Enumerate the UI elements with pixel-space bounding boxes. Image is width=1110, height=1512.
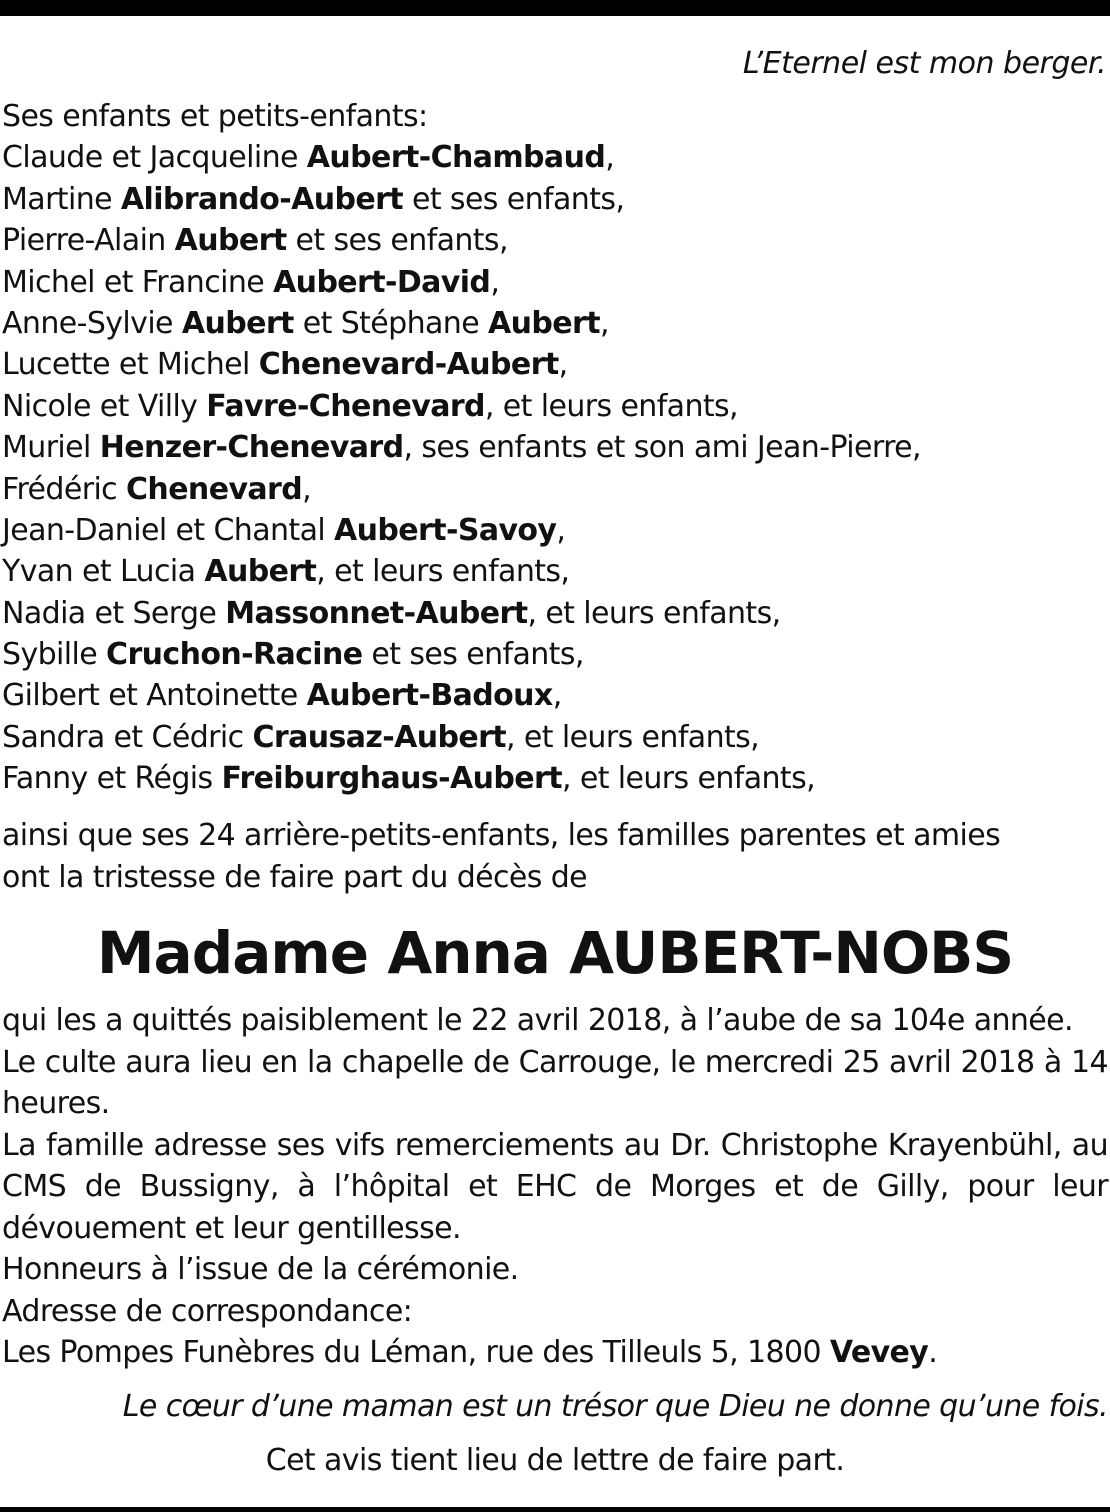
family-line <box>2 303 1108 344</box>
given-names: Muriel <box>2 430 100 466</box>
line-suffix: , et leurs enfants, <box>316 554 570 590</box>
family-surname: Aubert-Chambaud <box>306 140 606 176</box>
given-names: Sybille <box>2 637 107 673</box>
family-surname: Alibrando-Aubert <box>120 181 404 217</box>
given-names: Fanny et Régis <box>2 761 222 797</box>
family-surname: Crausaz-Aubert <box>252 719 507 755</box>
bottom-border-rule <box>0 1507 1110 1512</box>
given-names: Michel et Francine <box>2 264 274 300</box>
family-surname: Aubert <box>181 305 294 341</box>
family-intro-line: Ses enfants et petits-enfants: <box>2 99 428 134</box>
given-names: Anne-Sylvie <box>2 305 182 341</box>
line-suffix: , <box>599 305 609 341</box>
footer-note: Cet avis tient lieu de lettre de faire part. <box>265 1443 845 1478</box>
line-suffix: , ses enfants et son ami Jean-Pierre, <box>403 430 921 466</box>
line-suffix: , et leurs enfants, <box>484 388 738 424</box>
line-suffix: , <box>605 140 615 176</box>
line-suffix: , <box>556 512 566 548</box>
address-street: Les Pompes Funèbres du Léman, rue des Tilleuls 5, 1800 <box>2 1335 830 1370</box>
opening-verse: L’Eternel est mon berger. <box>742 46 1106 81</box>
notice-body <box>2 1000 1108 1374</box>
closing-quote: Le cœur d’une maman est un trésor que Dieu ne donne qu’une fois. <box>122 1389 1108 1424</box>
given-names: Lucette et Michel <box>2 347 259 383</box>
line-suffix: et ses enfants, <box>403 181 625 217</box>
thanks-paragraph: La famille adresse ses vifs remerciements au Dr. Christophe Krayenbühl, au CMS de Bussigny, à l’hôpital et EHC de Morges et de Gilly, pour leur dévouement et leur gentillesse. <box>2 1127 1108 1246</box>
given-names: Sandra et Cédric <box>2 719 253 755</box>
given-names: Claude et Jacqueline <box>2 140 307 176</box>
family-surname: Chenevard-Aubert <box>258 347 559 383</box>
given-names: Gilbert et Antoinette <box>2 678 307 714</box>
given-names: Pierre-Alain <box>2 223 175 259</box>
family-line <box>2 758 1108 799</box>
family-line <box>2 262 1108 303</box>
family-line <box>2 593 1108 634</box>
family-line <box>2 675 1108 716</box>
family-list <box>2 96 1108 800</box>
family-line <box>2 220 1108 261</box>
announcement-intro-line: ainsi que ses 24 arrière-petits-enfants, les familles parentes et amies <box>2 818 1001 853</box>
family-line <box>2 469 1108 510</box>
address-suffix: . <box>928 1335 938 1370</box>
address-city: Vevey <box>829 1335 929 1370</box>
line-suffix: , <box>552 678 562 714</box>
family-line <box>2 386 1108 427</box>
family-line <box>2 427 1108 468</box>
line-suffix: , et leurs enfants, <box>506 719 760 755</box>
address-label: Adresse de correspondance: <box>2 1293 413 1329</box>
family-surname: Aubert <box>174 223 287 259</box>
deceased-name: Madame Anna AUBERT-NOBS <box>96 919 1014 987</box>
honours-paragraph: Honneurs à l’issue de la cérémonie. <box>2 1252 519 1287</box>
family-surname: Aubert-David <box>273 264 491 300</box>
line-suffix: et ses enfants, <box>286 223 508 259</box>
line-suffix: , <box>558 347 568 383</box>
top-border-rule <box>0 0 1110 16</box>
given-names: Jean-Daniel et Chantal <box>2 512 335 548</box>
line-suffix: et ses enfants, <box>362 637 584 673</box>
line-suffix: , <box>302 471 312 507</box>
given-names: Frédéric <box>2 471 127 507</box>
family-surname-second: Aubert <box>488 305 600 341</box>
announcement-intro <box>2 815 1000 899</box>
family-line <box>2 510 1108 551</box>
family-line <box>2 137 1108 178</box>
family-line <box>2 717 1108 758</box>
family-surname: Aubert <box>204 554 317 590</box>
family-surname: Aubert-Savoy <box>334 512 557 548</box>
family-surname: Freiburghaus-Aubert <box>221 761 562 797</box>
family-surname: Henzer-Chenevard <box>99 430 404 466</box>
family-line <box>2 344 1108 385</box>
given-names-second: et Stéphane <box>293 305 488 341</box>
given-names: Yvan et Lucia <box>2 554 205 590</box>
family-surname: Favre-Chenevard <box>206 388 485 424</box>
given-names: Nadia et Serge <box>2 595 226 631</box>
family-surname: Aubert-Badoux <box>306 678 553 714</box>
family-line <box>2 179 1108 220</box>
given-names: Nicole et Villy <box>2 388 207 424</box>
family-surname: Massonnet-Aubert <box>225 595 528 631</box>
line-suffix: , et leurs enfants, <box>561 761 816 797</box>
given-names: Martine <box>2 181 121 217</box>
announcement-intro-line: ont la tristesse de faire part du décès de <box>2 860 588 895</box>
line-suffix: , <box>490 264 500 300</box>
correspondence-address <box>2 1332 1108 1374</box>
service-paragraph: Le culte aura lieu en la chapelle de Carrouge, le mercredi 25 avril 2018 à 14 heures. <box>2 1044 1108 1121</box>
family-line <box>2 551 1108 592</box>
line-suffix: , et leurs enfants, <box>527 595 781 631</box>
passing-paragraph: qui les a quittés paisiblement le 22 avril 2018, à l’aube de sa 104e année. <box>2 1003 1073 1038</box>
family-surname: Cruchon-Racine <box>106 637 363 673</box>
family-surname: Chenevard <box>126 471 303 507</box>
family-line <box>2 634 1108 675</box>
